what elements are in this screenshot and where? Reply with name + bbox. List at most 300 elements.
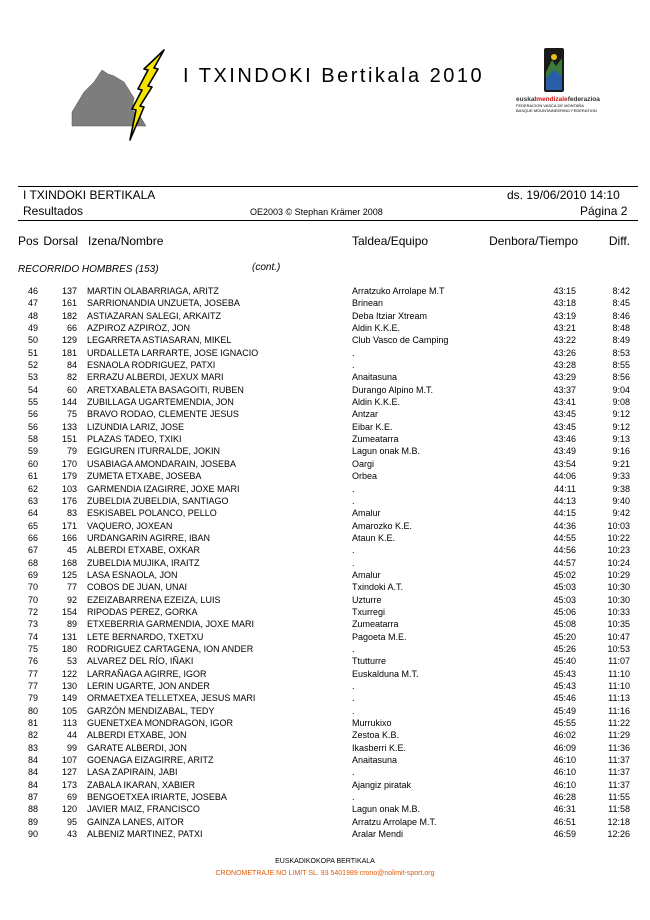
cell-name: SARRIONANDIA UNZUETA, JOSEBA [87,298,240,309]
cell-dorsal: 149 [61,693,77,704]
cell-pos: 77 [27,681,38,691]
cell-name: URDALLETA LARRARTE, JOSE IGNACIO [87,347,259,358]
page-number: Página 2 [580,204,628,218]
cell-team: Pagoeta M.E. [352,631,407,642]
cell-team: Amalur [352,508,381,519]
federation-subtitle-es: FEDERACION VASCA DE MONTAÑA [516,103,584,108]
cell-team: Amalur [352,569,381,580]
cell-dorsal: 176 [61,495,77,506]
cell-dorsal: 113 [62,718,77,729]
cell-dorsal: 129 [61,335,77,346]
cell-name: ZUBILLAGA UGARTEMENDIA, JON [87,397,234,408]
table-row [0,421,650,433]
cell-dorsal: 69 [66,792,77,803]
cell-name: GOENAGA EIZAGIRRE, ARITZ [87,755,214,766]
cell-pos: 54 [27,384,38,395]
table-row [0,816,650,828]
table-row [0,495,650,507]
cell-name: EZEIZABARRENA EZEIZA, LUIS [87,594,221,605]
cell-time: 46:09 [553,742,576,753]
cell-name: MARTIN OLABARRIAGA, ARITZ [87,286,219,296]
cell-team: Uzturre [352,594,382,605]
cell-pos: 53 [27,372,38,383]
cell-diff: 8:56 [612,372,630,383]
cell-pos: 67 [27,545,38,556]
cell-name: BENGOETXEA IRIARTE, JOSEBA [87,792,227,803]
cell-name: LIZUNDIA LARIZ, JOSE [87,421,185,432]
table-row [0,532,650,544]
table-row [0,631,650,643]
cell-pos: 59 [27,446,38,457]
cell-name: ZUMETA ETXABE, JOSEBA [87,471,202,482]
table-row [0,754,650,766]
cell-diff: 9:38 [612,483,630,494]
cell-name: PLAZAS TADEO, TXIKI [87,434,182,445]
cell-pos: 60 [27,458,38,469]
cell-team: Ataun K.E. [352,532,396,543]
cell-time: 43:18 [553,298,576,309]
cell-time: 45:55 [553,718,576,729]
cell-diff: 9:16 [612,446,630,457]
cell-team: Arratzu Arrolape M.T. [352,816,437,827]
cell-team: Orbea [352,471,378,482]
table-row [0,408,650,420]
report-datetime: ds. 19/06/2010 14:10 [507,188,620,202]
cell-time: 44:06 [553,471,576,482]
cell-time: 46:10 [553,767,576,778]
cell-diff: 11:07 [608,656,630,667]
cell-name: LASA ESNAOLA, JON [87,569,178,580]
cell-team: Antzar [352,409,379,420]
results-table [0,285,650,840]
cell-team: Amarozko K.E. [352,520,413,531]
cell-dorsal: 82 [66,372,77,383]
cell-diff: 10:29 [607,569,630,580]
cell-name: LETE BERNARDO, TXETXU [87,631,204,642]
cell-dorsal: 122 [61,668,77,679]
cell-time: 46:51 [553,816,576,827]
cell-dorsal: 154 [61,606,77,617]
table-row [0,359,650,371]
cell-diff: 8:49 [612,335,630,346]
cell-dorsal: 44 [66,730,77,741]
cell-name: JAVIER MAIZ, FRANCISCO [87,804,200,815]
cell-time: 45:43 [553,668,576,679]
cell-pos: 79 [27,693,38,704]
cell-name: LASA ZAPIRAIN, JABI [87,767,178,778]
footer-timing: CRONOMETRAJE NO LIMIT SL. 93 5401989 crono@nolimit-sport.org [215,870,435,877]
cell-pos: 74 [27,631,38,642]
cell-time: 45:26 [553,643,576,654]
cell-dorsal: 137 [61,286,77,296]
cell-team: Club Vasco de Camping [352,335,449,346]
cell-team: . [352,767,355,778]
table-row [0,433,650,445]
table-row [0,766,650,778]
cell-time: 45:03 [553,582,576,593]
cell-pos: 70 [27,594,38,605]
cell-dorsal: 181 [61,347,77,358]
col-header-time: Denbora/Tiempo [489,234,578,248]
cell-name: AZPIROZ AZPIROZ, JON [87,323,191,334]
federation-name: euskalmendizalefederazioa [516,96,600,103]
cell-name: ASTIAZARAN SALEGI, ARKAITZ [87,310,222,321]
section-title: RECORRIDO HOMBRES (153) [18,264,159,275]
cell-time: 45:46 [553,693,576,704]
cell-dorsal: 95 [66,816,77,827]
cell-team: Ttutturre [352,656,387,667]
cell-time: 44:15 [553,508,576,519]
cell-name: ERRAZU ALBERDI, JEXUX MARI [87,372,224,383]
cell-dorsal: 173 [61,779,77,790]
cell-dorsal: 144 [61,397,77,408]
cell-time: 43:21 [553,323,576,334]
cell-diff: 11:37 [608,779,630,790]
cell-diff: 11:37 [608,755,630,766]
cell-name: GARATE ALBERDI, JON [87,742,187,753]
table-row [0,729,650,741]
cell-team: Brinean [352,298,384,309]
cell-pos: 84 [27,767,38,778]
cell-time: 43:46 [553,434,576,445]
table-row [0,680,650,692]
cell-team: Txindoki A.T. [352,582,404,593]
cell-dorsal: 125 [61,569,77,580]
cell-diff: 11:55 [608,792,630,803]
cell-pos: 83 [27,742,38,753]
cell-dorsal: 105 [61,705,77,716]
col-header-dorsal: Dorsal [43,234,78,248]
section-continued: (cont.) [252,262,281,273]
cell-pos: 66 [27,532,38,543]
cell-name: COBOS DE JUAN, UNAI [87,582,188,593]
cell-team: . [352,681,355,691]
col-header-team: Taldea/Equipo [352,234,429,248]
cell-pos: 62 [27,483,38,494]
cell-team: Arratzuko Arrolape M.T [352,286,445,296]
cell-pos: 56 [27,421,38,432]
cell-diff: 8:53 [612,347,630,358]
cell-diff: 9:12 [612,409,630,420]
cell-name: ALBERDI ETXABE, JON [87,730,187,741]
cell-time: 43:26 [553,347,576,358]
cell-pos: 69 [27,569,38,580]
table-row [0,285,650,297]
cell-diff: 11:13 [608,693,630,704]
cell-diff: 11:10 [608,668,630,679]
cell-team: Murrukixo [352,718,392,729]
cell-dorsal: 120 [61,804,77,815]
cell-team: Ajangiz piratak [352,779,412,790]
cell-time: 43:29 [553,372,576,383]
cell-diff: 9:33 [612,471,630,482]
cell-pos: 77 [27,668,38,679]
cell-time: 43:19 [553,310,576,321]
table-row [0,655,650,667]
cell-time: 46:28 [553,792,576,803]
cell-team: Aldin K.K.E. [352,397,401,408]
cell-diff: 9:04 [612,384,630,395]
cell-time: 43:45 [553,409,576,420]
cell-pos: 48 [27,310,38,321]
cell-name: ETXEBERRIA GARMENDIA, JOXE MARI [87,619,255,630]
cell-name: BRAVO RODAO, CLEMENTE JESUS [87,409,239,420]
cell-pos: 64 [27,508,38,519]
cell-name: RIPODAS PEREZ, GORKA [87,606,198,617]
cell-name: ARETXABALETA BASAGOITI, RUBEN [87,384,244,395]
cell-team: Oargi [352,458,375,469]
cell-pos: 65 [27,520,38,531]
table-row [0,347,650,359]
cell-name: ALBENIZ MARTINEZ, PATXI [87,829,203,840]
cell-dorsal: 179 [61,471,77,482]
cell-pos: 52 [27,360,38,371]
table-row [0,606,650,618]
cell-pos: 84 [27,779,38,790]
cell-time: 45:20 [553,631,576,642]
cell-dorsal: 133 [61,421,77,432]
table-row [0,470,650,482]
cell-name: ESNAOLA RODRIGUEZ, PATXI [87,360,216,371]
cell-team: Lagun onak M.B. [352,446,421,457]
cell-pos: 84 [27,755,38,766]
cell-team: Aldin K.K.E. [352,323,401,334]
cell-time: 44:57 [553,557,576,568]
cell-diff: 10:22 [607,532,630,543]
table-row [0,594,650,606]
table-row [0,581,650,593]
cell-pos: 72 [27,606,38,617]
footer-series: EUSKADIKOKOPA BERTIKALA [275,858,375,865]
cell-name: GUENETXEA MONDRAGON, IGOR [87,718,234,729]
cell-team: . [352,693,355,704]
cell-diff: 10:24 [607,557,630,568]
cell-time: 44:56 [553,545,576,556]
cell-dorsal: 92 [66,594,77,605]
cell-diff: 8:46 [612,310,630,321]
cell-time: 45:40 [553,656,576,667]
cell-team: . [352,360,355,371]
cell-time: 44:11 [554,483,576,494]
cell-team: Zestoa K.B. [352,730,400,741]
cell-time: 45:49 [553,705,576,716]
cell-time: 43:22 [553,335,576,346]
cell-time: 45:43 [553,681,576,691]
cell-diff: 10:03 [607,520,630,531]
cell-name: ZUBELDIA MUJIKA, IRAITZ [87,557,200,568]
cell-dorsal: 166 [61,532,77,543]
col-header-name: Izena/Nombre [88,234,164,248]
cell-diff: 9:40 [612,495,630,506]
cell-team: Anaitasuna [352,372,398,383]
event-name: I TXINDOKI BERTIKALA [23,188,156,202]
cell-pos: 56 [27,409,38,420]
cell-pos: 61 [27,471,38,482]
cell-name: ORMAETXEA TELLETXEA, JESUS MARI [87,693,256,704]
cell-name: USABIAGA AMONDARAIN, JOSEBA [87,458,237,469]
federation-logo [516,48,624,128]
cell-diff: 11:16 [608,705,630,716]
cell-time: 43:41 [553,397,576,408]
cell-dorsal: 161 [61,298,77,309]
table-row [0,371,650,383]
table-row [0,297,650,309]
page-title: I TXINDOKI Bertikala 2010 [183,65,485,87]
table-row [0,557,650,569]
cell-time: 43:28 [553,360,576,371]
cell-diff: 8:55 [612,360,630,371]
table-row [0,396,650,408]
cell-dorsal: 60 [66,384,77,395]
event-logo [68,48,168,148]
table-row [0,803,650,815]
cell-pos: 81 [27,718,38,729]
cell-dorsal: 103 [61,483,77,494]
cell-name: ESKISABEL POLANCO, PELLO [87,508,217,519]
table-row [0,791,650,803]
cell-pos: 49 [27,323,38,334]
cell-team: Deba Itziar Xtream [352,310,428,321]
cell-time: 43:15 [553,286,576,296]
table-row [0,310,650,322]
cell-team: . [352,347,355,358]
table-row [0,384,650,396]
cell-pos: 55 [27,397,38,408]
cell-pos: 88 [27,804,38,815]
cell-pos: 89 [27,816,38,827]
table-row [0,692,650,704]
cell-dorsal: 75 [66,409,77,420]
cell-diff: 9:08 [612,397,630,408]
table-row [0,458,650,470]
cell-team: Lagun onak M.B. [352,804,421,815]
cell-dorsal: 79 [66,446,77,457]
cell-dorsal: 151 [61,434,77,445]
table-row [0,742,650,754]
table-row [0,483,650,495]
cell-diff: 10:30 [607,582,630,593]
cell-time: 46:10 [553,779,576,790]
cell-pos: 51 [27,347,38,358]
cell-dorsal: 131 [61,631,77,642]
cell-name: LERIN UGARTE, JON ANDER [87,681,210,691]
table-row [0,544,650,556]
cell-team: Zumeatarra [352,434,399,445]
cell-name: ALBERDI ETXABE, OXKAR [87,545,201,556]
cell-diff: 8:45 [612,298,630,309]
cell-name: LEGARRETA ASTIASARAN, MIKEL [87,335,232,346]
cell-diff: 9:13 [612,434,630,445]
cell-pos: 50 [27,335,38,346]
cell-time: 43:54 [553,458,576,469]
cell-name: VAQUERO, JOXEAN [87,520,173,531]
cell-team: Durango Alpino M.T. [352,384,434,395]
cell-diff: 8:48 [612,323,630,334]
cell-diff: 8:42 [612,286,630,296]
cell-dorsal: 45 [66,545,77,556]
cell-diff: 9:21 [612,458,630,469]
cell-name: RODRIGUEZ CARTAGENA, ION ANDER [87,643,254,654]
cell-team: . [352,495,355,506]
cell-pos: 82 [27,730,38,741]
cell-name: LARRAÑAGA AGIRRE, IGOR [87,668,207,679]
cell-diff: 10:23 [607,545,630,556]
cell-team: Aralar Mendi [352,829,404,840]
cell-time: 45:06 [553,606,576,617]
cell-team: Txurregi [352,606,386,617]
cell-time: 43:45 [553,421,576,432]
cell-dorsal: 83 [66,508,77,519]
cell-pos: 80 [27,705,38,716]
cell-diff: 10:30 [607,594,630,605]
cell-pos: 76 [27,656,38,667]
cell-team: Anaitasuna [352,755,398,766]
cell-dorsal: 170 [61,458,77,469]
cell-diff: 11:29 [608,730,630,741]
cell-team: . [352,483,355,494]
cell-pos: 47 [27,298,38,309]
cell-diff: 11:36 [608,742,630,753]
cell-time: 44:55 [553,532,576,543]
table-row [0,828,650,840]
table-row [0,643,650,655]
cell-diff: 11:10 [608,681,630,691]
federation-subtitle-en: BASQUE MOUNTAINEERING FEDERATION [516,108,597,113]
cell-dorsal: 84 [66,360,77,371]
cell-pos: 70 [27,582,38,593]
cell-team: Ikasberri K.E. [352,742,407,753]
cell-dorsal: 99 [66,742,77,753]
cell-diff: 10:33 [607,606,630,617]
cell-dorsal: 180 [61,643,77,654]
col-header-diff: Diff. [608,234,630,248]
cell-time: 44:13 [553,495,576,506]
cell-dorsal: 53 [66,656,77,667]
lightning-bolt-icon [130,50,164,140]
table-row [0,334,650,346]
cell-diff: 11:58 [608,804,630,815]
cell-name: ALVAREZ DEL RÍO, IÑAKI [87,656,194,667]
cell-diff: 9:42 [612,508,630,519]
cell-diff: 12:18 [607,816,630,827]
cell-dorsal: 77 [66,582,77,593]
cell-name: URDANGARIN AGIRRE, IBAN [87,532,211,543]
col-header-pos: Pos [18,234,39,248]
cell-time: 45:08 [553,619,576,630]
cell-dorsal: 171 [61,520,77,531]
cell-pos: 68 [27,557,38,568]
cell-diff: 12:26 [607,829,630,840]
table-row [0,569,650,581]
cell-team: . [352,545,355,556]
cell-time: 45:03 [553,594,576,605]
cell-dorsal: 107 [61,755,77,766]
software-credit: OE2003 © Stephan Krämer 2008 [250,207,383,217]
cell-name: GARZÓN MENDIZABAL, TEDY [87,705,215,716]
table-row [0,668,650,680]
cell-dorsal: 168 [61,557,77,568]
cell-dorsal: 43 [66,829,77,840]
cell-team: . [352,643,355,654]
table-row [0,717,650,729]
cell-dorsal: 89 [66,619,77,630]
header-rule-bottom [18,220,638,221]
table-row [0,618,650,630]
table-row [0,445,650,457]
cell-pos: 90 [27,829,38,840]
cell-name: GARMENDIA IZAGIRRE, JOXE MARI [87,483,240,494]
cell-team: Euskalduna M.T. [352,668,419,679]
